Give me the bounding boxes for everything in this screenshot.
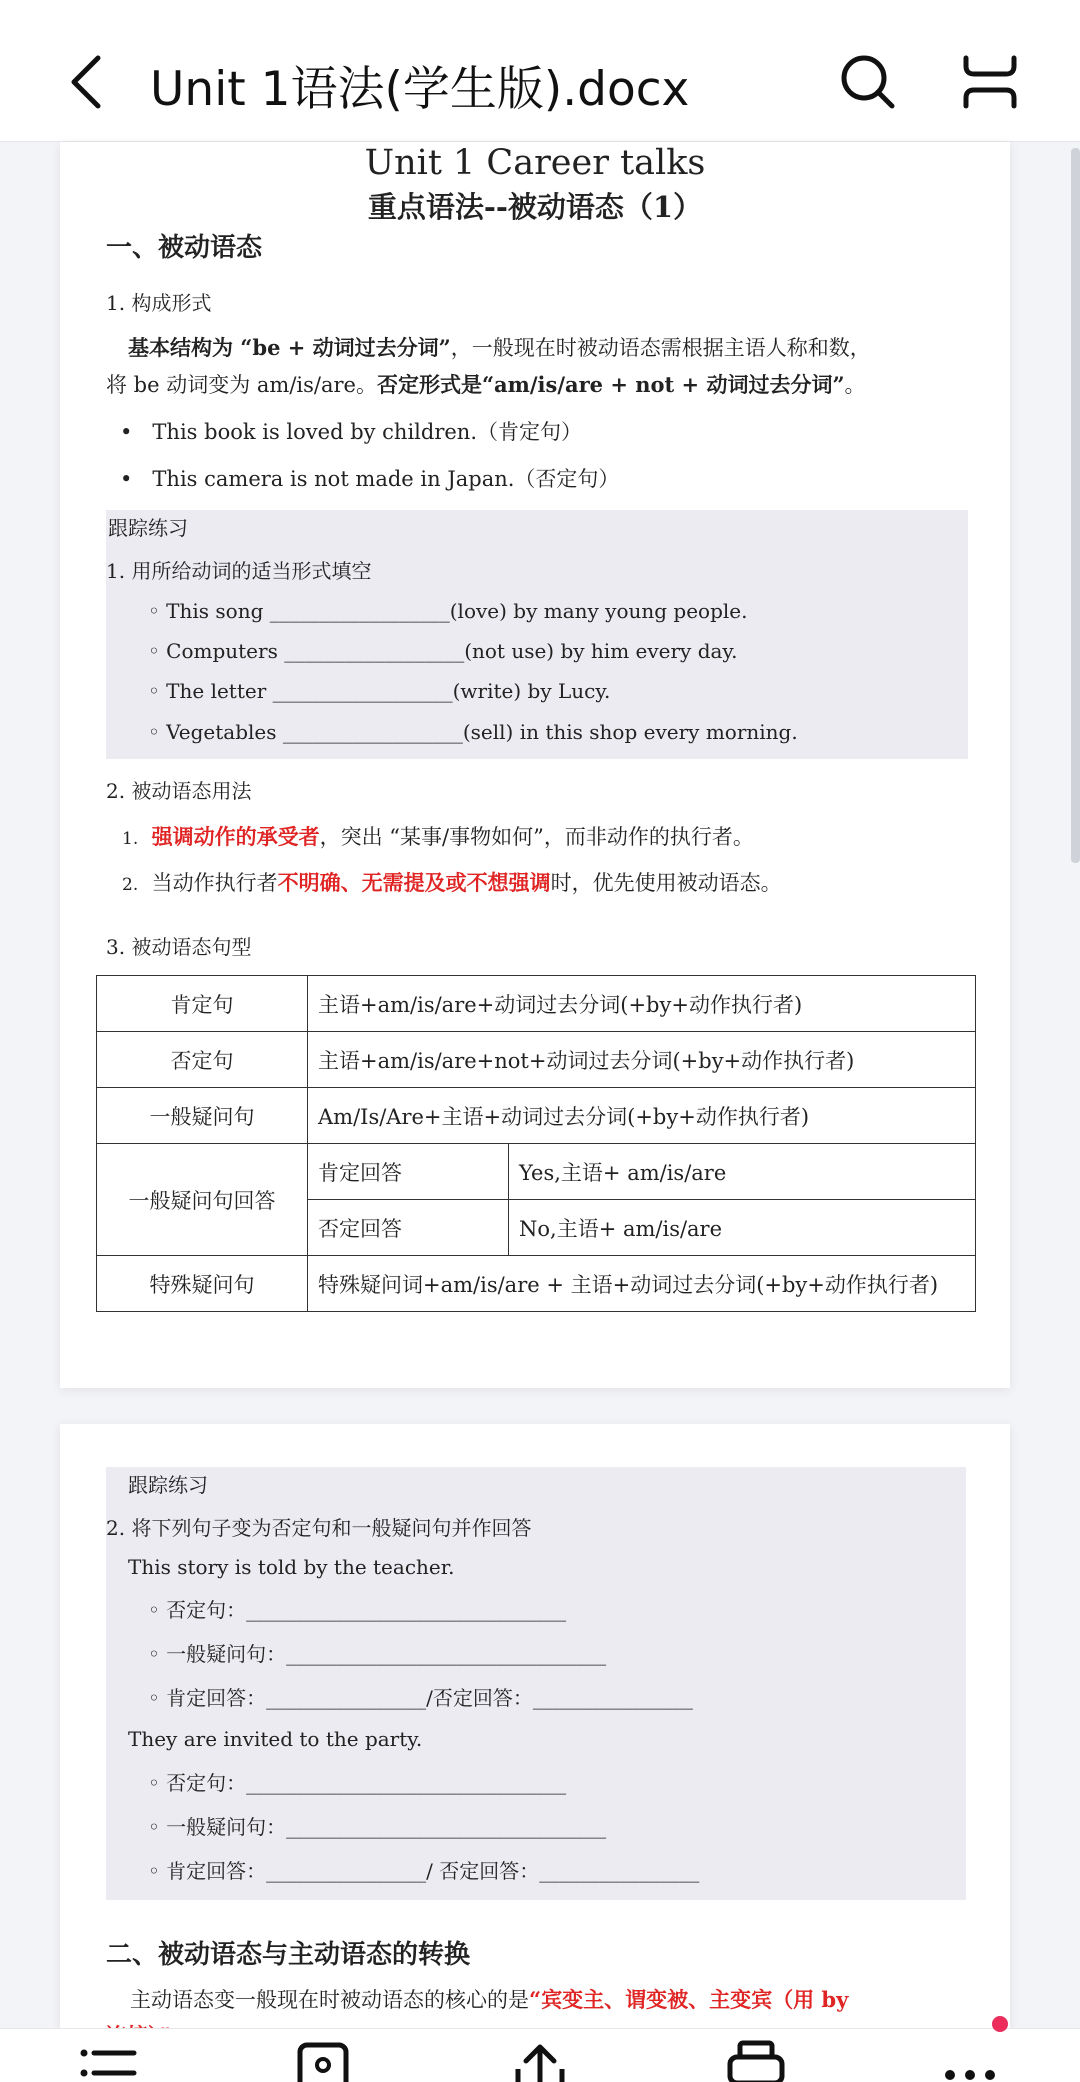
table-cell: 特殊疑问句 bbox=[97, 1256, 308, 1312]
table-cell: Am/Is/Are+主语+动词过去分词(+by+动作执行者) bbox=[308, 1088, 976, 1144]
table-cell: 肯定回答 bbox=[308, 1144, 509, 1200]
subheading-patterns: 3. 被动语态句型 bbox=[106, 935, 252, 959]
subheading-form: 1. 构成形式 bbox=[106, 291, 212, 315]
answer-line: ◦ 一般疑问句：________________________________ bbox=[148, 1642, 607, 1666]
source-sentence: This story is told by the teacher. bbox=[128, 1555, 455, 1579]
table-row bbox=[97, 1256, 976, 1312]
highlight-text: 不明确、无需提及或不想强调 bbox=[277, 870, 551, 895]
highlight-text: 强调动作的承受者 bbox=[151, 824, 320, 849]
list-number: 2. bbox=[122, 875, 139, 895]
usage-item-2 bbox=[122, 867, 782, 897]
paragraph-line-2 bbox=[106, 369, 866, 399]
table-cell: Yes,主语+ am/is/are bbox=[509, 1144, 976, 1200]
practice-title: 1. 用所给动词的适当形式填空 bbox=[106, 559, 372, 583]
bullet-example-1: • This book is loved by children.（肯定句） bbox=[120, 420, 582, 444]
usage-item-1 bbox=[122, 821, 754, 851]
page-title: Unit 1 Career talks bbox=[364, 143, 706, 183]
exercise-item: ◦ The letter __________________(write) by Lucy. bbox=[148, 679, 611, 703]
paragraph-end: 。 bbox=[844, 373, 866, 397]
bold-structure: 基本结构为 “be + 动词过去分词” bbox=[128, 335, 451, 360]
table-row bbox=[97, 976, 976, 1032]
exercise-item: ◦ Computers __________________(not use) by him every day. bbox=[148, 639, 738, 663]
top-app-bar bbox=[0, 0, 1080, 142]
table-row bbox=[97, 1032, 976, 1088]
table-cell: 主语+am/is/are+not+动词过去分词(+by+动作执行者) bbox=[308, 1032, 976, 1088]
section-heading-1: 一、被动语态 bbox=[106, 233, 263, 263]
search-icon[interactable] bbox=[838, 52, 898, 112]
highlight-text: “宾变主、谓变被、主变宾（用 by bbox=[529, 1987, 849, 2012]
more-options-icon[interactable] bbox=[940, 2039, 1000, 2082]
answer-line: ◦ 一般疑问句：________________________________ bbox=[148, 1815, 607, 1839]
table-cell: 否定回答 bbox=[308, 1200, 509, 1256]
bullet-example-2: • This camera is not made in Japan.（否定句） bbox=[120, 467, 620, 491]
table-cell: 特殊疑问词+am/is/are + 主语+动词过去分词(+by+动作执行者) bbox=[308, 1256, 976, 1312]
list-number: 1. bbox=[122, 829, 139, 849]
answer-line: ◦ 否定句：________________________________ bbox=[148, 1598, 567, 1622]
scrollbar[interactable] bbox=[1071, 148, 1080, 863]
practice-label: 跟踪练习 bbox=[108, 516, 188, 540]
outline-list-icon[interactable] bbox=[78, 2039, 138, 2082]
usage-text: 当动作执行者 bbox=[151, 871, 278, 895]
paragraph-line-1 bbox=[128, 332, 871, 362]
fullscreen-icon[interactable] bbox=[960, 52, 1020, 112]
bottom-toolbar bbox=[0, 2028, 1080, 2082]
practice-title: 2. 将下列句子变为否定句和一般疑问句并作回答 bbox=[106, 1516, 532, 1540]
table-cell: 一般疑问句 bbox=[97, 1088, 308, 1144]
document-title: Unit 1语法(学生版).docx bbox=[150, 62, 690, 117]
answer-line: ◦ 肯定回答：________________/ 否定回答：________________ bbox=[148, 1859, 700, 1883]
table-row bbox=[97, 1088, 976, 1144]
usage-text: 时，优先使用被动语态。 bbox=[550, 871, 782, 895]
print-icon[interactable] bbox=[726, 2039, 786, 2082]
answer-line: ◦ 肯定回答：________________/否定回答：________________ bbox=[148, 1686, 693, 1710]
notification-badge bbox=[992, 2016, 1008, 2032]
section-heading-2: 二、被动语态与主动语态的转换 bbox=[106, 1940, 471, 1970]
bold-negative-form: 否定形式是“am/is/are + not + 动词过去分词” bbox=[376, 372, 845, 397]
table-cell: 一般疑问句回答 bbox=[97, 1144, 308, 1256]
practice-label: 跟踪练习 bbox=[128, 1473, 208, 1497]
exercise-item: ◦ Vegetables __________________(sell) in this shop every morning. bbox=[148, 720, 798, 744]
table-cell: 否定句 bbox=[97, 1032, 308, 1088]
back-arrow-icon[interactable] bbox=[66, 52, 110, 112]
source-sentence: They are invited to the party. bbox=[128, 1727, 423, 1751]
bullet-text: This camera is not made in Japan.（否定句） bbox=[152, 467, 620, 491]
share-icon[interactable] bbox=[510, 2039, 570, 2082]
table-cell: 主语+am/is/are+动词过去分词(+by+动作执行者) bbox=[308, 976, 976, 1032]
page-subtitle: 重点语法--被动语态（1） bbox=[367, 190, 703, 224]
table-cell: No,主语+ am/is/are bbox=[509, 1200, 976, 1256]
paragraph-text: 主动语态变一般现在时被动语态的核心的是 bbox=[130, 1988, 529, 2012]
bullet-text: This book is loved by children.（肯定句） bbox=[152, 420, 582, 444]
usage-text: ，突出 “某事/事物如何”，而非动作的执行者。 bbox=[319, 825, 754, 849]
paragraph-text: ，一般现在时被动语态需根据主语人称和数， bbox=[450, 336, 871, 360]
paragraph-text: 将 be 动词变为 am/is/are。 bbox=[106, 373, 377, 397]
bookmark-user-icon[interactable] bbox=[294, 2039, 354, 2082]
sentence-pattern-table bbox=[96, 975, 976, 1312]
table-row bbox=[97, 1144, 976, 1200]
document-page-2 bbox=[60, 1424, 1010, 2044]
exercise-item: ◦ This song __________________(love) by many young people. bbox=[148, 599, 748, 623]
document-page-1 bbox=[60, 142, 1010, 1388]
answer-line: ◦ 否定句：________________________________ bbox=[148, 1771, 567, 1795]
subheading-usage: 2. 被动语态用法 bbox=[106, 779, 252, 803]
table-cell: 肯定句 bbox=[97, 976, 308, 1032]
conversion-paragraph bbox=[130, 1984, 848, 2014]
